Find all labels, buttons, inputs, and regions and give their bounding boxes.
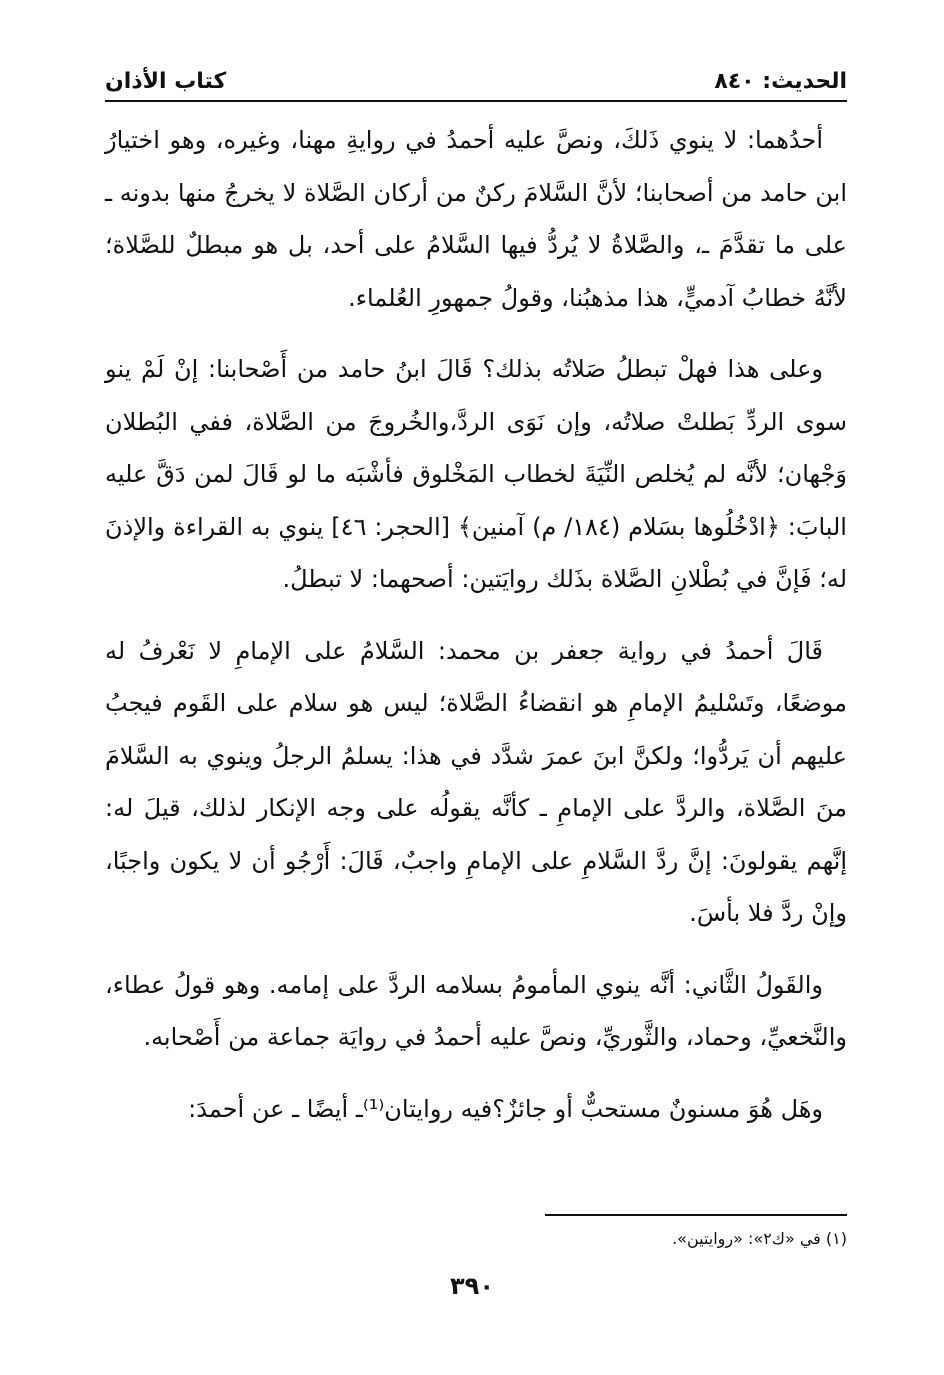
paragraph: وهَل هُوَ مسنونٌ مستحبٌّ أو جائزٌ؟فيه روايتان⁽¹⁾ـ أيضًا ـ عن أحمدَ: (188, 1094, 823, 1123)
hadith-number-label: الحديث: ٨٤٠ (714, 68, 847, 94)
page-number: ٣٩٠ (450, 1272, 494, 1300)
main-text (105, 114, 847, 1154)
footnote-divider (545, 1214, 847, 1216)
book-title: كتاب الأذان (105, 68, 227, 94)
running-header (105, 60, 847, 102)
header-divider (105, 100, 847, 102)
footnote: (١) في «ك٢»: «روايتين». (672, 1229, 847, 1248)
paragraph: والقَولُ الثَّاني: أنَّه ينوي المأمومُ بسلامه الردَّ على إمامه. وهو قولُ عطاء، والنَّخعيِّ، وحماد، والثَّوريِّ، ونصَّ عليه أحمدُ في روايَة جماعة من أَصْحابه. (105, 970, 847, 1051)
paragraph: قَالَ أحمدُ في رواية جعفر بن محمد: السَّلامُ على الإمامِ لا نَعْرفُ له موضعًا، وتَسْليمُ الإمامِ هو انقضاءُ الصَّلاة؛ ليس هو سلام على القَوم فيجبُ عليهم أن يَردُّوا؛ ولكنَّ ابنَ عمرَ شدَّد في هذا: يسلمُ الرجلُ وينوي به السَّلامَ منَ الصَّلاة، والردَّ على الإمامِ ـ كأنَّه يقولُه على وجه الإنكار لذلك، قيلَ له: إنَّهم يقولونَ: إنَّ ردَّ السَّلامِ على الإمامِ واجبٌ، قَالَ: أَرْجُو أن لا يكون واجبًا، وإنْ ردَّ فلا بأسَ. (105, 636, 847, 927)
paragraph: أحدُهما: لا ينوي ذَلكَ، ونصَّ عليه أحمدُ في روايةِ مهنا، وغيره، وهو اختيارُ ابن حامد من أصحابنا؛ لأنَّ السَّلامَ ركنٌ من أركان الصَّلاة لا يخرجُ منها بدونه ـ على ما تقدَّمَ ـ، والصَّلاةُ لا يُردُّ فيها السَّلامُ على أحد، بل هو مبطلٌ للصَّلاة؛ لأنَّهُ خطابُ آدميٍّ، هذا مذهبُنا، وقولُ جمهورِ العُلماء. (105, 126, 847, 312)
paragraph: وعلى هذا فهلْ تبطلُ صَلاتُه بذلك؟ قَالَ ابنُ حامد من أَصْحابنا: إنْ لَمْ ينو سوى الردِّ بَطلتْ صلاتُه، وإن نَوَى الردَّ،والخُروجَ من الصَّلاة، ففي البُطلان وَجْهان؛ لأنَّه لم يُخلص النِّيَةَ لخطاب المَخْلوق فأشْبَه ما لو قَالَ لمن دَقَّ عليه البابَ: ﴿ادْخُلُوها بسَلام (١٨٤/ م) آمنين﴾ [الحجر: ٤٦] ينوي به القراءة والإذنَ له؛ فَإنَّ في بُطْلانِ الصَّلاة بذَلك روايَتين: أصحهما: لا تبطلُ. (105, 355, 847, 593)
